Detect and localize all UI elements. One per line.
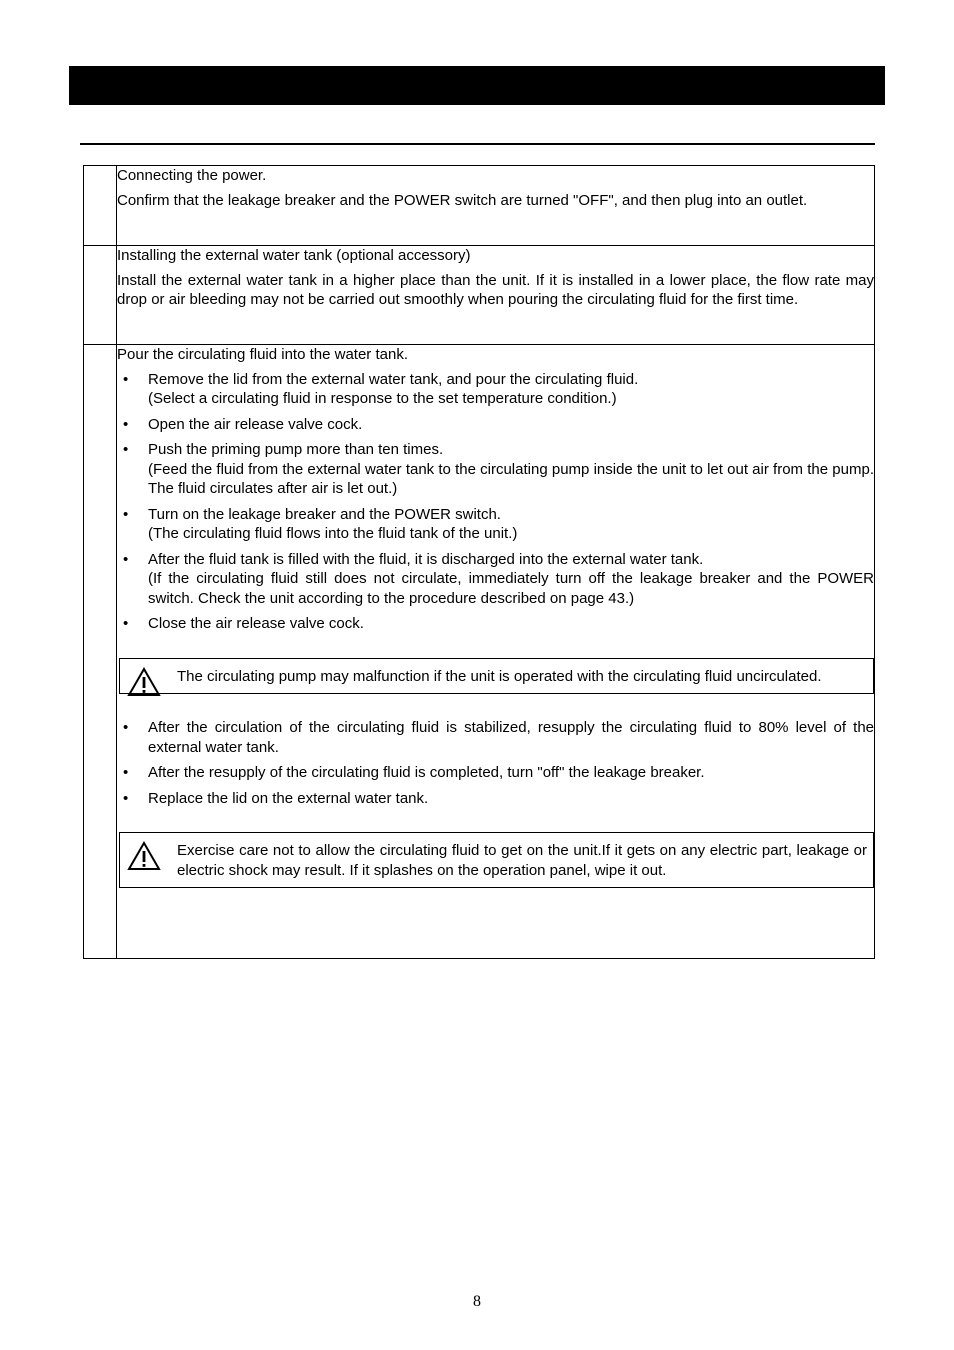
bullet-marker: • (123, 764, 129, 781)
section-rule (80, 143, 875, 145)
caution-text: Exercise care not to allow the circulating fluid to get on the unit.If it gets on any electric part, leakage or electric shock may result. If it splashes on the operation panel, wipe it out. (177, 842, 867, 879)
list-item-text: Push the priming pump more than ten times. (148, 441, 444, 458)
bullet-marker: • (123, 550, 129, 568)
list-item-text: Turn on the leakage breaker and the POWER switch. (148, 505, 501, 523)
step-content (117, 345, 875, 959)
header-bar (69, 66, 885, 105)
step-content (117, 246, 875, 345)
step-content (117, 166, 875, 246)
list-item-note: (If the circulating fluid still does not circulate, immediately turn off the leakage breaker and the POWER switch. Check the unit according to the procedure described on page 43.) (148, 570, 874, 607)
step-text: Install the external water tank in a higher place than the unit. If it is installed in a lower place, the flow rate may drop or air bleeding may not be carried out smoothly when pouring the circulating fluid for the first time. (117, 271, 874, 308)
list-item (117, 370, 874, 409)
step-number-cell (84, 166, 117, 246)
step-text: Confirm that the leakage breaker and the POWER switch are turned "OFF", and then plug into an outlet. (117, 191, 808, 209)
step-number-cell (84, 246, 117, 345)
caution-box (119, 658, 874, 695)
list-item-text: Replace the lid on the external water tank. (148, 789, 429, 807)
step-number-cell (84, 345, 117, 959)
warning-triangle-icon (127, 841, 161, 871)
step-row-power (84, 166, 875, 246)
bullet-marker: • (123, 789, 129, 807)
list-item (117, 763, 874, 783)
list-item (117, 789, 874, 809)
step-row-pour (84, 345, 875, 959)
bullet-list (117, 370, 874, 634)
list-item-text: After the resupply of the circulating fluid is completed, turn "off" the leakage breaker. (148, 764, 705, 781)
list-item-note: (Feed the fluid from the external water tank to the circulating pump inside the unit to let out air from the pump. The fluid circulates after air is let out.) (148, 460, 874, 497)
list-item-text: After the fluid tank is filled with the fluid, it is discharged into the external water tank. (148, 550, 704, 568)
bullet-list (117, 718, 874, 808)
warning-triangle-icon (127, 667, 161, 697)
list-item (117, 415, 874, 435)
list-item-note: (The circulating fluid flows into the fluid tank of the unit.) (148, 525, 518, 542)
step-title: Connecting the power. (117, 167, 267, 184)
step-title: Pour the circulating fluid into the water tank. (117, 346, 408, 363)
caution-box (119, 832, 874, 888)
list-item-text: Remove the lid from the external water tank, and pour the circulating fluid. (148, 370, 639, 388)
list-item (117, 718, 874, 757)
bullet-marker: • (123, 505, 129, 523)
list-item-text: After the circulation of the circulating fluid is stabilized, resupply the circulating fluid to 80% level of the external water tank. (148, 719, 874, 756)
procedure-table (83, 165, 875, 959)
bullet-marker: • (123, 415, 129, 433)
step-title: Installing the external water tank (optional accessory) (117, 247, 471, 264)
caution-text: The circulating pump may malfunction if the unit is operated with the circulating fluid uncirculated. (177, 667, 822, 685)
list-item-note: (Select a circulating fluid in response to the set temperature condition.) (148, 390, 617, 407)
list-item-text: Close the air release valve cock. (148, 615, 364, 632)
bullet-marker: • (123, 615, 129, 632)
list-item (117, 550, 874, 609)
bullet-marker: • (123, 370, 129, 388)
bullet-marker: • (123, 441, 129, 458)
page-number: 8 (473, 1293, 481, 1310)
list-item-text: Open the air release valve cock. (148, 415, 363, 433)
bullet-marker: • (123, 719, 129, 736)
list-item (117, 505, 874, 544)
list-item (117, 440, 874, 499)
step-row-tank (84, 246, 875, 345)
list-item (117, 614, 874, 634)
